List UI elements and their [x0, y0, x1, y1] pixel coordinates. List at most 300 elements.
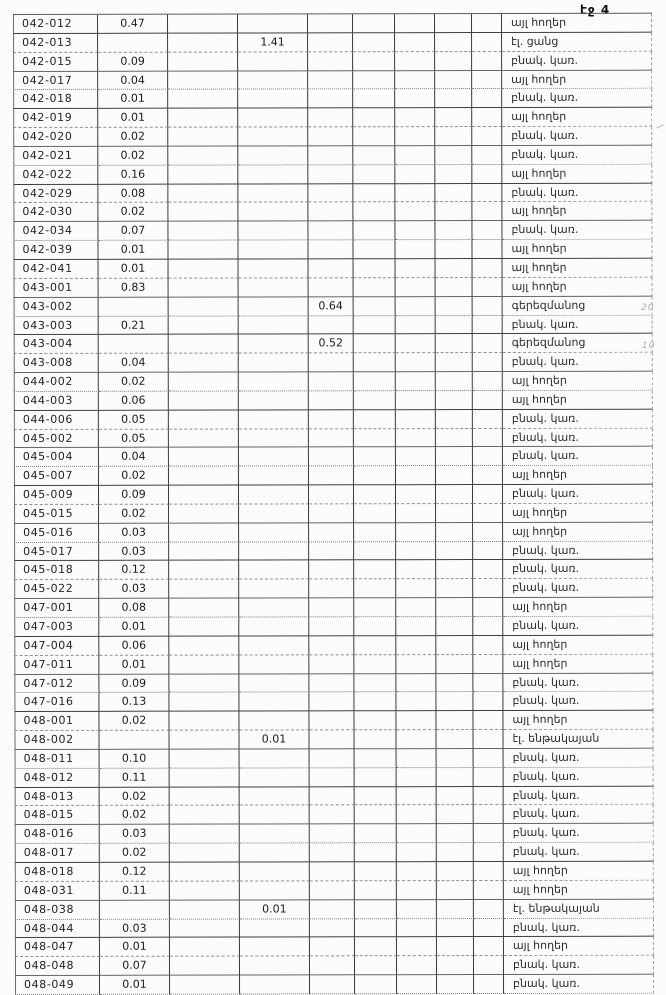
value-cell	[309, 372, 354, 391]
empty-cell	[474, 862, 504, 881]
value-cell	[239, 316, 309, 335]
label-cell: բնակ. կառ.	[503, 579, 653, 598]
value-cell: 0.08	[99, 599, 169, 618]
value-cell	[239, 712, 309, 731]
empty-cell	[169, 655, 239, 674]
empty-cell	[355, 824, 397, 843]
empty-cell	[396, 297, 436, 316]
empty-cell	[472, 108, 502, 127]
code-cell: 048-049	[15, 976, 100, 995]
value-cell	[240, 825, 310, 844]
value-cell: 0.02	[98, 147, 168, 166]
value-cell	[308, 14, 353, 33]
empty-cell	[168, 241, 238, 260]
value-cell	[239, 335, 309, 354]
empty-cell	[355, 881, 397, 900]
empty-cell	[169, 335, 239, 354]
empty-cell	[437, 862, 474, 881]
code-cell: 045-017	[14, 542, 99, 561]
code-cell: 044-002	[14, 373, 99, 392]
code-cell: 043-002	[14, 297, 99, 316]
empty-cell	[355, 862, 397, 881]
value-cell	[239, 278, 309, 297]
empty-cell	[436, 334, 473, 353]
value-cell: 0.11	[100, 768, 170, 787]
code-cell: 047-003	[14, 618, 99, 637]
empty-cell	[168, 203, 238, 222]
empty-cell	[395, 33, 435, 52]
empty-cell	[472, 146, 502, 165]
empty-cell	[353, 33, 395, 52]
value-cell: 0.01	[98, 241, 168, 260]
empty-cell	[473, 636, 503, 655]
value-cell	[239, 561, 309, 580]
empty-cell	[168, 33, 238, 52]
empty-cell	[435, 240, 472, 259]
code-cell: 048-017	[15, 844, 100, 863]
empty-cell	[353, 240, 395, 259]
code-cell: 045-009	[14, 486, 99, 505]
value-cell	[239, 599, 309, 618]
code-cell: 047-012	[14, 674, 99, 693]
label-cell: բնակ. կառ.	[503, 617, 653, 636]
value-cell	[309, 259, 354, 278]
value-cell	[238, 165, 308, 184]
value-cell	[310, 825, 355, 844]
label-cell: բնակ. կառ.	[503, 692, 653, 711]
empty-cell	[170, 881, 240, 900]
value-cell: 0.02	[99, 373, 169, 392]
empty-cell	[395, 127, 435, 146]
value-cell	[308, 127, 353, 146]
empty-cell	[395, 221, 435, 240]
empty-cell	[473, 391, 503, 410]
scan-edge-tick	[656, 124, 664, 128]
value-cell	[308, 52, 353, 71]
value-cell	[238, 241, 308, 260]
code-cell: 042-012	[13, 15, 98, 34]
code-cell: 048-013	[15, 787, 100, 806]
value-cell	[238, 127, 308, 146]
empty-cell	[169, 580, 239, 599]
empty-cell	[396, 334, 436, 353]
value-cell	[239, 372, 309, 391]
empty-cell	[473, 655, 503, 674]
value-cell	[240, 862, 310, 881]
empty-cell	[473, 523, 503, 542]
empty-cell	[168, 222, 238, 241]
empty-cell	[355, 730, 397, 749]
label-cell: էլ. ենթակայան	[504, 730, 654, 749]
empty-cell	[473, 598, 503, 617]
value-cell: 0.04	[99, 354, 169, 373]
value-cell	[310, 730, 355, 749]
label-cell: այլ հողեր	[502, 202, 652, 221]
empty-cell	[170, 976, 240, 995]
empty-cell	[437, 919, 474, 938]
label-cell: այլ հողեր	[502, 164, 652, 183]
label-cell: այլ հողեր	[503, 504, 653, 523]
label-cell: բնակ. կառ.	[503, 541, 653, 560]
empty-cell	[355, 919, 397, 938]
value-cell	[310, 787, 355, 806]
value-cell	[238, 90, 308, 109]
label-cell: այլ հողեր	[502, 14, 652, 33]
label-cell: այլ հողեր	[503, 654, 653, 673]
empty-cell	[170, 787, 240, 806]
empty-cell	[473, 579, 503, 598]
label-cell: այլ հողեր	[502, 70, 652, 89]
label-cell: գերեզմանոց	[503, 334, 653, 353]
value-cell: 0.05	[99, 429, 169, 448]
value-cell	[239, 523, 309, 542]
empty-cell	[436, 692, 473, 711]
label-cell: բնակ. կառ.	[502, 183, 652, 202]
empty-cell	[436, 391, 473, 410]
label-cell: բնակ. կառ.	[504, 749, 654, 768]
empty-cell	[170, 938, 240, 957]
label-cell: բնակ. կառ.	[504, 975, 654, 994]
label-cell: այլ հողեր	[503, 466, 653, 485]
empty-cell	[169, 523, 239, 542]
value-cell	[309, 617, 354, 636]
value-cell	[309, 712, 354, 731]
value-cell	[239, 259, 309, 278]
empty-cell	[472, 89, 502, 108]
empty-cell	[473, 372, 503, 391]
value-cell	[239, 542, 309, 561]
code-cell: 048-012	[15, 769, 100, 788]
empty-cell	[437, 937, 474, 956]
empty-cell	[395, 108, 435, 127]
empty-cell	[168, 90, 238, 109]
value-cell	[310, 956, 355, 975]
label-cell: այլ հողեր	[503, 391, 653, 410]
records-table	[13, 13, 654, 995]
value-cell: 0.01	[240, 900, 310, 919]
label-cell: էլ. ցանց	[502, 33, 652, 52]
code-cell: 045-016	[14, 524, 99, 543]
value-cell: 1.41	[238, 33, 308, 52]
empty-cell	[436, 636, 473, 655]
empty-cell	[436, 278, 473, 297]
code-cell: 045-002	[14, 429, 99, 448]
value-cell	[239, 467, 309, 486]
empty-cell	[355, 768, 397, 787]
value-cell: 0.12	[99, 561, 169, 580]
label-cell: բնակ. կառ.	[504, 805, 654, 824]
value-cell: 0.12	[100, 863, 170, 882]
empty-cell	[395, 184, 435, 203]
empty-cell	[168, 52, 238, 71]
empty-cell	[395, 165, 435, 184]
value-cell	[310, 900, 355, 919]
empty-cell	[473, 485, 503, 504]
value-cell	[240, 957, 310, 976]
label-cell: բնակ. կառ.	[504, 767, 654, 786]
empty-cell	[354, 410, 396, 429]
value-cell	[309, 636, 354, 655]
value-cell: 0.03	[100, 825, 170, 844]
value-cell	[239, 636, 309, 655]
empty-cell	[436, 504, 473, 523]
value-cell	[308, 33, 353, 52]
value-cell: 0.02	[100, 844, 170, 863]
label-cell: բնակ. կառ.	[503, 447, 653, 466]
empty-cell	[355, 938, 397, 957]
empty-cell	[354, 580, 396, 599]
value-cell: 0.06	[99, 637, 169, 656]
empty-cell	[435, 146, 472, 165]
empty-cell	[436, 353, 473, 372]
empty-cell	[472, 221, 502, 240]
empty-cell	[169, 693, 239, 712]
value-cell	[309, 655, 354, 674]
value-cell	[240, 919, 310, 938]
value-cell: 0.09	[99, 674, 169, 693]
code-cell: 048-048	[15, 957, 100, 976]
empty-cell	[169, 410, 239, 429]
code-cell: 044-006	[14, 411, 99, 430]
empty-cell	[170, 862, 240, 881]
empty-cell	[474, 918, 504, 937]
value-cell: 0.01	[100, 938, 170, 957]
code-cell: 042-041	[14, 260, 99, 279]
empty-cell	[474, 881, 504, 900]
value-cell	[308, 146, 353, 165]
empty-cell	[355, 843, 397, 862]
empty-cell	[395, 89, 435, 108]
label-cell: այլ հողեր	[504, 862, 654, 881]
empty-cell	[354, 448, 396, 467]
empty-cell	[397, 937, 437, 956]
label-cell: բնակ. կառ.	[503, 353, 653, 372]
code-cell: 045-004	[14, 448, 99, 467]
empty-cell	[474, 975, 504, 994]
code-cell: 045-007	[14, 467, 99, 486]
empty-cell	[437, 881, 474, 900]
value-cell	[308, 71, 353, 90]
empty-cell	[168, 165, 238, 184]
value-cell	[238, 203, 308, 222]
empty-cell	[353, 127, 395, 146]
empty-cell	[354, 542, 396, 561]
empty-cell	[396, 429, 436, 448]
empty-cell	[436, 561, 473, 580]
label-cell: բնակ. կառ.	[504, 956, 654, 975]
value-cell	[310, 749, 355, 768]
empty-cell	[355, 806, 397, 825]
empty-cell	[436, 410, 473, 429]
empty-cell	[354, 429, 396, 448]
label-cell: այլ հողեր	[503, 372, 653, 391]
empty-cell	[354, 278, 396, 297]
empty-cell	[396, 692, 436, 711]
value-cell	[309, 561, 354, 580]
code-cell: 048-018	[15, 863, 100, 882]
label-cell: բնակ. կառ.	[502, 146, 652, 165]
empty-cell	[168, 146, 238, 165]
empty-cell	[354, 466, 396, 485]
empty-cell	[170, 919, 240, 938]
code-cell: 043-001	[14, 279, 99, 298]
empty-cell	[437, 768, 474, 787]
value-cell: 0.01	[99, 618, 169, 637]
value-cell	[310, 806, 355, 825]
empty-cell	[435, 165, 472, 184]
empty-cell	[353, 221, 395, 240]
value-cell: 0.06	[99, 392, 169, 411]
empty-cell	[169, 504, 239, 523]
empty-cell	[473, 692, 503, 711]
value-cell	[308, 240, 353, 259]
label-cell: այլ հողեր	[503, 277, 653, 296]
value-cell	[238, 14, 308, 33]
empty-cell	[397, 975, 437, 994]
empty-cell	[437, 975, 474, 994]
value-cell	[309, 316, 354, 335]
empty-cell	[437, 805, 474, 824]
empty-cell	[354, 391, 396, 410]
empty-cell	[168, 71, 238, 90]
label-cell: այլ հողեր	[503, 259, 653, 278]
empty-cell	[169, 297, 239, 316]
value-cell: 0.13	[99, 693, 169, 712]
empty-cell	[168, 184, 238, 203]
empty-cell	[168, 128, 238, 147]
code-cell: 048-001	[14, 712, 99, 731]
value-cell	[309, 353, 354, 372]
code-cell: 043-008	[14, 354, 99, 373]
value-cell	[238, 222, 308, 241]
empty-cell	[437, 843, 474, 862]
value-cell: 0.03	[100, 919, 170, 938]
empty-cell	[435, 14, 472, 33]
empty-cell	[437, 824, 474, 843]
code-cell: 048-016	[15, 825, 100, 844]
label-cell: այլ հողեր	[503, 522, 653, 541]
value-cell	[310, 843, 355, 862]
empty-cell	[354, 711, 396, 730]
empty-cell	[436, 598, 473, 617]
empty-cell	[396, 636, 436, 655]
empty-cell	[169, 636, 239, 655]
empty-cell	[354, 693, 396, 712]
code-cell: 048-015	[15, 806, 100, 825]
code-cell: 042-018	[13, 90, 98, 109]
label-cell: բնակ. կառ.	[503, 485, 653, 504]
empty-cell	[396, 353, 436, 372]
empty-cell	[472, 127, 502, 146]
empty-cell	[395, 146, 435, 165]
empty-cell	[435, 52, 472, 71]
empty-cell	[436, 579, 473, 598]
empty-cell	[436, 259, 473, 278]
empty-cell	[355, 900, 397, 919]
value-cell: 0.11	[100, 881, 170, 900]
value-cell	[309, 693, 354, 712]
value-cell	[308, 203, 353, 222]
empty-cell	[435, 127, 472, 146]
label-cell: բնակ. կառ.	[503, 673, 653, 692]
empty-cell	[354, 353, 396, 372]
value-cell	[308, 184, 353, 203]
empty-cell	[397, 824, 437, 843]
code-cell: 048-011	[15, 750, 100, 769]
label-cell: բնակ. կառ.	[504, 786, 654, 805]
label-cell: այլ հողեր	[504, 937, 654, 956]
value-cell	[239, 429, 309, 448]
value-cell: 0.21	[99, 316, 169, 335]
empty-cell	[354, 335, 396, 354]
empty-cell	[436, 711, 473, 730]
empty-cell	[397, 881, 437, 900]
value-cell	[309, 580, 354, 599]
empty-cell	[354, 372, 396, 391]
empty-cell	[472, 52, 502, 71]
empty-cell	[170, 768, 240, 787]
empty-cell	[397, 730, 437, 749]
empty-cell	[437, 787, 474, 806]
empty-cell	[474, 956, 504, 975]
code-cell: 042-021	[13, 147, 98, 166]
value-cell: 0.10	[100, 750, 170, 769]
empty-cell	[355, 749, 397, 768]
empty-cell	[473, 353, 503, 372]
value-cell: 0.02	[99, 505, 169, 524]
empty-cell	[170, 900, 240, 919]
empty-cell	[474, 824, 504, 843]
page-number-label: էջ 4	[580, 3, 611, 17]
value-cell	[99, 335, 169, 354]
value-cell: 0.04	[99, 448, 169, 467]
empty-cell	[436, 674, 473, 693]
label-cell: բնակ. կառ.	[503, 560, 653, 579]
empty-cell	[170, 749, 240, 768]
value-cell	[238, 146, 308, 165]
empty-cell	[436, 617, 473, 636]
empty-cell	[472, 14, 502, 33]
code-cell: 042-034	[13, 222, 98, 241]
code-cell: 043-003	[14, 316, 99, 335]
empty-cell	[436, 655, 473, 674]
empty-cell	[396, 561, 436, 580]
empty-cell	[396, 542, 436, 561]
code-cell: 045-022	[14, 580, 99, 599]
label-cell: էլ. ենթակայան	[504, 899, 654, 918]
code-cell: 048-002	[15, 731, 100, 750]
value-cell	[310, 881, 355, 900]
code-cell: 045-018	[14, 561, 99, 580]
value-cell: 0.52	[309, 335, 354, 354]
empty-cell	[168, 15, 238, 34]
empty-cell	[169, 599, 239, 618]
value-cell	[239, 674, 309, 693]
empty-cell	[472, 71, 502, 90]
empty-cell	[472, 240, 502, 259]
code-cell: 042-030	[13, 203, 98, 222]
empty-cell	[397, 787, 437, 806]
empty-cell	[353, 146, 395, 165]
label-cell: բնակ. կառ.	[504, 843, 654, 862]
empty-cell	[436, 485, 473, 504]
value-cell	[240, 749, 310, 768]
empty-cell	[396, 711, 436, 730]
empty-cell	[354, 598, 396, 617]
empty-cell	[395, 203, 435, 222]
empty-cell	[355, 956, 397, 975]
empty-cell	[435, 71, 472, 90]
